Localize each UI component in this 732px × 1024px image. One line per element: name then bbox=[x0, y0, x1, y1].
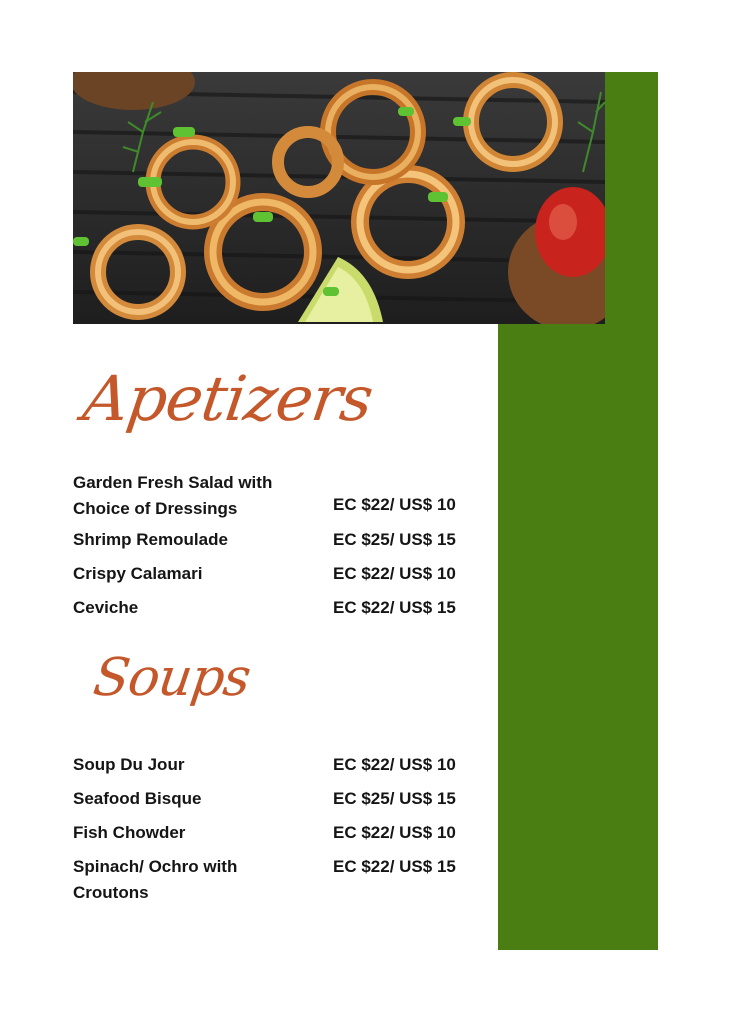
menu-item-name bbox=[73, 854, 237, 906]
soups-heading: Soups bbox=[89, 648, 254, 708]
menu-item-price: EC $22/ US$ 15 bbox=[333, 598, 456, 617]
menu-item-price: EC $22/ US$ 15 bbox=[333, 857, 456, 876]
menu-item-name: Fish Chowder bbox=[73, 823, 186, 842]
menu-item-name-line: Choice of Dressings bbox=[73, 499, 238, 518]
menu-item-price: EC $25/ US$ 15 bbox=[333, 530, 456, 549]
menu-item-name-line: Croutons bbox=[73, 883, 149, 902]
apetizers-heading: Apetizers bbox=[78, 362, 377, 435]
menu-item-name-line: Spinach/ Ochro with bbox=[73, 857, 238, 876]
menu-item-name: Crispy Calamari bbox=[73, 564, 203, 583]
menu-item-name bbox=[73, 470, 272, 522]
menu-item-name-line: Garden Fresh Salad with bbox=[73, 473, 273, 492]
menu-item-name: Ceviche bbox=[73, 598, 139, 617]
menu-item-name: Seafood Bisque bbox=[73, 789, 202, 808]
calamari-image bbox=[73, 72, 605, 324]
menu-item-price: EC $25/ US$ 15 bbox=[333, 789, 456, 808]
menu-item-price: EC $22/ US$ 10 bbox=[333, 823, 456, 842]
menu-item-price: EC $22/ US$ 10 bbox=[333, 755, 456, 774]
menu-item-name: Shrimp Remoulade bbox=[73, 530, 228, 549]
menu-item-name: Soup Du Jour bbox=[73, 755, 185, 774]
menu-item-price: EC $22/ US$ 10 bbox=[333, 564, 456, 583]
menu-item-price: EC $22/ US$ 10 bbox=[333, 495, 456, 514]
calamari-photo bbox=[73, 72, 605, 324]
